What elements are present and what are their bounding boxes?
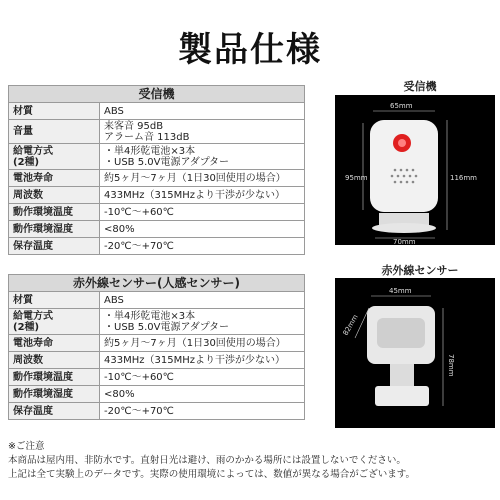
dim-width-top: 65mm (390, 102, 413, 110)
dim-sensor-width: 45mm (389, 287, 412, 295)
spec-value-line: -10℃～+60℃ (104, 206, 174, 218)
table-row (9, 335, 305, 352)
receiver-table-header: 受信機 (9, 86, 305, 103)
spec-value-line: ABS (104, 294, 124, 306)
spec-value-line: 433MHz（315MHzより干渉が少ない） (104, 189, 285, 201)
notes (8, 440, 498, 482)
dim-height-body: 95mm (345, 174, 368, 182)
spec-value (100, 403, 305, 420)
spec-value (100, 204, 305, 221)
spec-key: 動作環境湿度 (9, 221, 100, 238)
dim-sensor-height: 78mm (447, 354, 455, 377)
table-row (9, 120, 305, 144)
table-row (9, 238, 305, 255)
table-row (9, 204, 305, 221)
spec-value (100, 170, 305, 187)
table-row (9, 103, 305, 120)
receiver-spec-table (8, 85, 305, 255)
table-row (9, 386, 305, 403)
spec-value (100, 309, 305, 335)
table-row (9, 309, 305, 335)
spec-value (100, 352, 305, 369)
spec-value-line: 来客音 95dB (104, 120, 164, 132)
sensor-photo-caption: 赤外線センサー (381, 264, 459, 277)
spec-value (100, 187, 305, 204)
spec-value (100, 292, 305, 309)
spec-key: 動作環境温度 (9, 369, 100, 386)
dim-sensor-diag: 82mm (341, 313, 360, 337)
spec-key: 電池寿命 (9, 170, 100, 187)
dim-height-total: 116mm (450, 174, 477, 182)
spec-value (100, 221, 305, 238)
spec-value-line: ・単4形乾電池×3本 (104, 310, 196, 322)
spec-value-line: アラーム音 113dB (104, 131, 190, 143)
notes-heading: ※ご注意 (8, 441, 45, 452)
table-row (9, 221, 305, 238)
spec-value-line: 約5ヶ月～7ヶ月（1日30回使用の場合） (104, 172, 286, 184)
spec-key: 音量 (9, 120, 100, 144)
spec-value-line: ・USB 5.0V電源アダプター (104, 156, 230, 168)
spec-key: 保存温度 (9, 403, 100, 420)
spec-value (100, 335, 305, 352)
spec-value-line: ・単4形乾電池×3本 (104, 145, 196, 157)
spec-value-line: <80% (104, 388, 135, 400)
spec-key: 動作環境温度 (9, 204, 100, 221)
table-row (9, 369, 305, 386)
spec-key: 給電方式 (2種) (9, 309, 100, 335)
sensor-spec-table (8, 274, 305, 420)
spec-key: 動作環境湿度 (9, 386, 100, 403)
notes-line: 上記は全て実験上のデータです。実際の使用環境によっては、数値が異なる場合がございます。 (8, 469, 415, 480)
spec-value (100, 369, 305, 386)
spec-value (100, 386, 305, 403)
spec-value (100, 120, 305, 144)
spec-key: 保存温度 (9, 238, 100, 255)
spec-value-line: 433MHz（315MHzより干渉が少ない） (104, 354, 285, 366)
spec-value-line: <80% (104, 223, 135, 235)
spec-key: 周波数 (9, 352, 100, 369)
receiver-photo-caption: 受信機 (403, 80, 437, 93)
spec-value-line: -20℃～+70℃ (104, 240, 174, 252)
table-row (9, 170, 305, 187)
spec-key: 材質 (9, 292, 100, 309)
receiver-photo (335, 95, 495, 245)
table-row (9, 403, 305, 420)
spec-key: 電池寿命 (9, 335, 100, 352)
spec-value (100, 238, 305, 255)
spec-value (100, 144, 305, 170)
spec-value-line: ・USB 5.0V電源アダプター (104, 321, 230, 333)
table-row (9, 292, 305, 309)
spec-value-line: -10℃～+60℃ (104, 371, 174, 383)
spec-value-line: 約5ヶ月～7ヶ月（1日30回使用の場合） (104, 337, 286, 349)
sensor-table-header: 赤外線センサー(人感センサー) (9, 275, 305, 292)
spec-value-line: ABS (104, 105, 124, 117)
table-row (9, 187, 305, 204)
table-row (9, 144, 305, 170)
spec-key: 給電方式 (2種) (9, 144, 100, 170)
spec-value (100, 103, 305, 120)
sensor-photo (335, 278, 495, 428)
spec-key: 材質 (9, 103, 100, 120)
spec-key: 周波数 (9, 187, 100, 204)
table-row (9, 352, 305, 369)
notes-line: 本商品は屋内用、非防水です。直射日光は避け、雨のかかる場所には設置しないでください。 (8, 455, 406, 466)
spec-value-line: -20℃～+70℃ (104, 405, 174, 417)
page-title: 製品仕様 (178, 30, 322, 70)
dim-width-base: 70mm (393, 238, 416, 245)
